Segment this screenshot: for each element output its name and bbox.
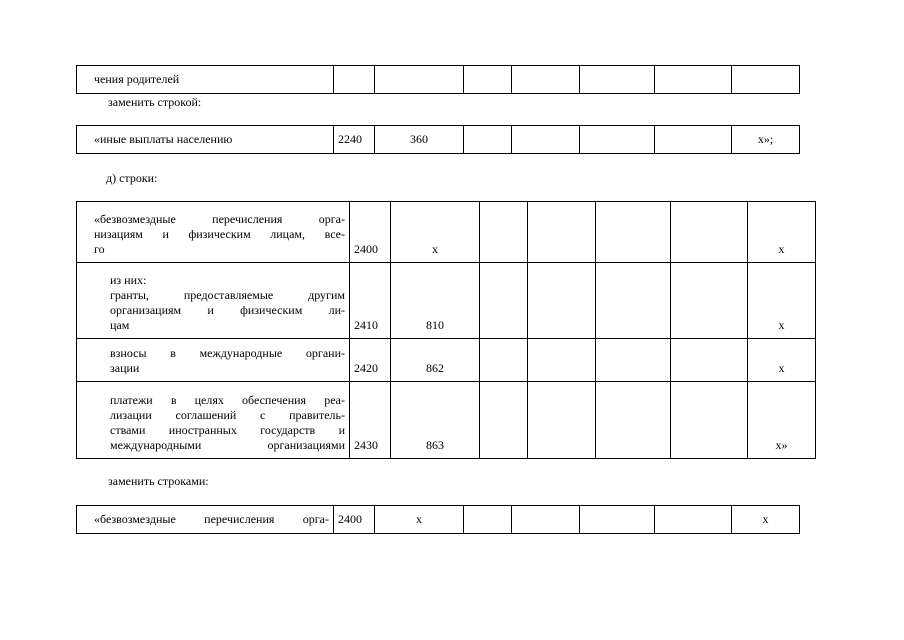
row-name-line: организациям и физическим ли- xyxy=(110,303,345,317)
row-last-cell: х xyxy=(748,263,816,339)
empty-cell xyxy=(512,506,580,534)
row-last-cell: х xyxy=(732,506,800,534)
row-last-cell: х»; xyxy=(732,126,800,154)
table-row xyxy=(77,382,816,459)
row-last-cell: х» xyxy=(748,382,816,459)
row-name-cell xyxy=(77,506,334,534)
row-last-cell: х xyxy=(748,339,816,382)
row-col3-cell: 862 xyxy=(391,339,480,382)
table-row xyxy=(77,66,800,94)
empty-cell xyxy=(580,126,655,154)
table-fragment-top xyxy=(76,65,800,94)
row-name-line: гранты, предоставляемые другим xyxy=(110,288,345,302)
caption-replace-rows: заменить строками: xyxy=(108,474,209,488)
empty-cell xyxy=(596,382,671,459)
empty-cell xyxy=(480,263,528,339)
empty-cell xyxy=(528,202,596,263)
row-code-cell: 2240 xyxy=(334,126,375,154)
empty-cell xyxy=(671,382,748,459)
row-name-line: зации xyxy=(110,361,140,375)
empty-cell xyxy=(464,66,512,94)
empty-cell xyxy=(655,506,732,534)
empty-cell xyxy=(528,263,596,339)
empty-cell xyxy=(464,506,512,534)
table-row xyxy=(77,263,816,339)
empty-cell xyxy=(480,382,528,459)
row-name-cell xyxy=(77,66,334,94)
row-name-cell xyxy=(77,202,350,263)
empty-cell xyxy=(480,339,528,382)
row-name-line: «безвозмездные перечисления орга- xyxy=(94,212,345,226)
row-code-cell: 2420 xyxy=(350,339,391,382)
empty-cell xyxy=(655,66,732,94)
row-name-cell xyxy=(77,382,350,459)
table-replacement-row xyxy=(76,125,800,154)
row-col3-cell: 863 xyxy=(391,382,480,459)
empty-cell xyxy=(671,202,748,263)
row-name-cell xyxy=(77,263,350,339)
table-row xyxy=(77,506,800,534)
row-name-line: лизации соглашений с правитель- xyxy=(110,408,345,422)
row-code-cell xyxy=(334,66,375,94)
table-row xyxy=(77,202,816,263)
row-code-cell: 2400 xyxy=(334,506,375,534)
row-name-cell xyxy=(77,339,350,382)
row-code-cell: 2410 xyxy=(350,263,391,339)
table-row xyxy=(77,339,816,382)
row-name: «иные выплаты населению xyxy=(94,132,233,146)
row-last-cell: х xyxy=(748,202,816,263)
row-name-line: международными организациями xyxy=(110,438,345,452)
empty-cell xyxy=(464,126,512,154)
row-name-line: платежи в целях обеспечения реа- xyxy=(110,393,345,407)
row-name-line: цам xyxy=(110,318,130,332)
empty-cell xyxy=(655,126,732,154)
row-code-cell: 2430 xyxy=(350,382,391,459)
empty-cell xyxy=(512,126,580,154)
row-col3-cell: 810 xyxy=(391,263,480,339)
empty-cell xyxy=(580,506,655,534)
empty-cell xyxy=(528,382,596,459)
empty-cell xyxy=(671,339,748,382)
empty-cell xyxy=(480,202,528,263)
row-name-line: го xyxy=(94,242,105,256)
empty-cell xyxy=(528,339,596,382)
empty-cell xyxy=(596,263,671,339)
row-col3-cell xyxy=(375,66,464,94)
table-new-rows xyxy=(76,505,800,534)
empty-cell xyxy=(580,66,655,94)
table-row xyxy=(77,126,800,154)
row-name-line: взносы в международные органи- xyxy=(110,346,345,360)
row-name: «безвозмездные перечисления орга- xyxy=(94,512,329,526)
row-code-cell: 2400 xyxy=(350,202,391,263)
row-name: чения родителей xyxy=(94,72,180,86)
empty-cell xyxy=(512,66,580,94)
row-name-line: ствами иностранных государств и xyxy=(110,423,345,437)
caption-rows: д) строки: xyxy=(106,171,158,185)
table-rows-block xyxy=(76,201,816,459)
row-col3-cell: 360 xyxy=(375,126,464,154)
row-name-line: низациям и физическим лицам, все- xyxy=(94,227,345,241)
row-last-cell xyxy=(732,66,800,94)
row-name-line: из них: xyxy=(110,273,147,287)
row-name-cell xyxy=(77,126,334,154)
empty-cell xyxy=(671,263,748,339)
row-col3-cell: х xyxy=(375,506,464,534)
row-col3-cell: х xyxy=(391,202,480,263)
empty-cell xyxy=(596,339,671,382)
caption-replace-row: заменить строкой: xyxy=(108,95,202,109)
empty-cell xyxy=(596,202,671,263)
